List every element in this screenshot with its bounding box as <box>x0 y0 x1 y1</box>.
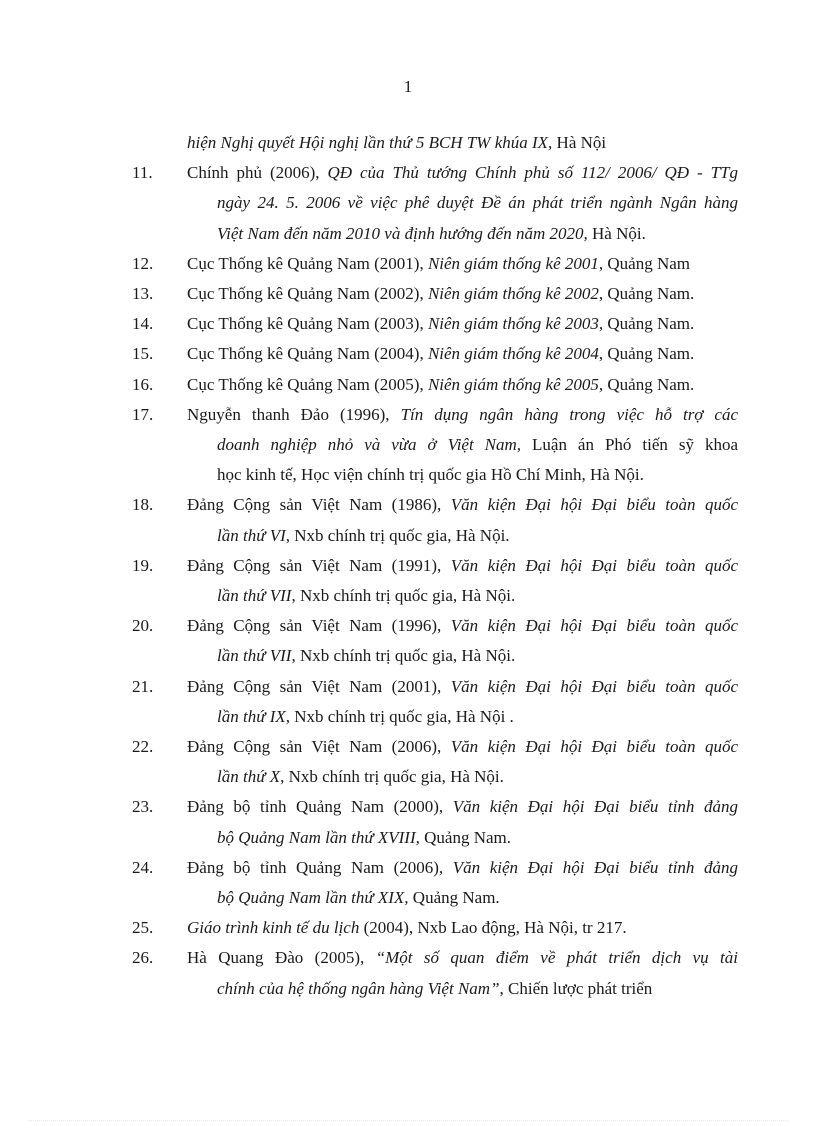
reference-title-text: Niên giám thống kê 2001 <box>427 253 599 273</box>
reference-item <box>132 943 738 1003</box>
reference-item <box>132 913 738 943</box>
reference-item <box>132 370 738 400</box>
reference-title-text: ngày 24. 5. 2006 về việc phê duyệt Đề án phát triển ngành Ngân hàng <box>217 193 738 213</box>
continued-italic: hiện Nghị quyết Hội nghị lần thứ 5 BCH TW khúa IX, <box>187 133 553 152</box>
reference-title-text: QĐ của Thủ tướng Chính phủ số 112/ 2006/ QĐ - TTg <box>327 163 739 183</box>
reference-text <box>187 732 738 792</box>
page-footer-divider <box>28 1120 788 1121</box>
reference-item <box>132 551 738 611</box>
reference-text <box>187 339 738 369</box>
reference-plain-text: , Chiến lược phát triển <box>499 978 653 998</box>
reference-plain-text: Cục Thống kê Quảng Nam (2001), <box>187 253 428 273</box>
reference-line <box>187 974 738 1004</box>
reference-plain-text: , Quảng Nam. <box>598 314 695 334</box>
reference-title-text: Niên giám thống kê 2005 <box>427 374 599 394</box>
reference-plain-text: , Quảng Nam <box>598 253 690 273</box>
reference-line <box>187 672 738 702</box>
reference-plain-text: , Nxb chính trị quốc gia, Hà Nội. <box>291 646 516 666</box>
reference-item <box>132 490 738 550</box>
reference-line <box>187 581 738 611</box>
reference-item <box>132 249 738 279</box>
reference-number: 26. <box>132 948 154 968</box>
reference-text <box>187 853 738 913</box>
continued-tail: Hà Nội <box>552 133 607 152</box>
reference-line <box>187 943 738 973</box>
reference-line <box>187 641 738 671</box>
reference-text <box>187 913 738 943</box>
reference-line <box>187 309 738 339</box>
reference-line <box>187 521 738 551</box>
reference-plain-text: Hà Quang Đào (2005), <box>187 948 376 968</box>
reference-number: 18. <box>132 495 154 515</box>
reference-title-text: Tín dụng ngân hàng trong việc hỗ trợ các <box>400 404 738 424</box>
reference-line <box>187 732 738 762</box>
reference-number: 25. <box>132 918 154 938</box>
reference-list <box>132 128 738 1004</box>
reference-text <box>187 370 738 400</box>
reference-line <box>187 823 738 853</box>
reference-title-text: Niên giám thống kê 2003 <box>427 314 599 334</box>
reference-item <box>132 792 738 852</box>
reference-title-text: chính của hệ thống ngân hàng Việt Nam” <box>217 978 500 998</box>
continued-reference <box>132 128 738 158</box>
reference-title-text: Văn kiện Đại hội Đại biểu toàn quốc <box>450 737 738 757</box>
reference-number: 14. <box>132 314 154 334</box>
reference-line <box>187 158 738 188</box>
reference-plain-text: Đảng Cộng sản Việt Nam (2001), <box>187 676 451 696</box>
reference-plain-text: Đảng bộ tỉnh Quảng Nam (2006), <box>187 857 453 877</box>
reference-title-text: Việt Nam đến năm 2010 và định hướng đến năm 2020, <box>217 223 588 243</box>
reference-title-text: doanh nghiệp nhỏ và vừa ở Việt Nam, <box>217 435 522 455</box>
reference-title-text: bộ Quảng Nam lần thứ XIX, <box>217 888 409 908</box>
reference-plain-text: Cục Thống kê Quảng Nam (2002), <box>187 284 428 304</box>
reference-line <box>187 370 738 400</box>
reference-title-text: lần thứ IX <box>217 706 286 726</box>
reference-plain-text: Hà Nội. <box>587 223 646 243</box>
reference-title-text: lần thứ VI <box>217 525 286 545</box>
reference-title-text: “Một số quan điểm về phát triển dịch vụ tài <box>375 948 738 968</box>
reference-line <box>187 551 738 581</box>
reference-text <box>187 551 738 611</box>
reference-title-text: Văn kiện Đại hội Đại biểu tỉnh đảng <box>452 797 739 817</box>
reference-title-text: bộ Quảng Nam lần thứ XVIII, <box>217 827 420 847</box>
reference-title-text: Văn kiện Đại hội Đại biểu tỉnh đảng <box>452 857 739 877</box>
reference-number: 21. <box>132 676 154 696</box>
reference-line <box>187 249 738 279</box>
reference-text <box>187 279 738 309</box>
reference-line <box>187 219 738 249</box>
reference-line <box>187 762 738 792</box>
reference-plain-text: , Nxb chính trị quốc gia, Hà Nội. <box>285 525 510 545</box>
reference-number: 13. <box>132 284 154 304</box>
reference-plain-text: , Nxb chính trị quốc gia, Hà Nội. <box>291 586 516 606</box>
reference-item <box>132 400 738 491</box>
reference-text <box>187 792 738 852</box>
reference-items <box>132 158 738 1004</box>
reference-plain-text: học kinh tế, Học viện chính trị quốc gia Hồ Chí Minh, Hà Nội. <box>217 465 644 485</box>
reference-line <box>187 883 738 913</box>
reference-plain-text: Đảng Cộng sản Việt Nam (2006), <box>187 737 451 757</box>
reference-plain-text: Cục Thống kê Quảng Nam (2004), <box>187 344 428 364</box>
reference-number: 11. <box>132 163 153 183</box>
reference-line <box>187 853 738 883</box>
reference-title-text: Văn kiện Đại hội Đại biểu toàn quốc <box>450 555 738 575</box>
reference-plain-text: , Quảng Nam. <box>598 344 695 364</box>
reference-text <box>187 943 738 1003</box>
reference-plain-text: Quảng Nam. <box>408 888 500 908</box>
reference-item <box>132 672 738 732</box>
reference-title-text: lần thứ VII <box>217 586 292 606</box>
reference-plain-text: , Quảng Nam. <box>598 284 695 304</box>
reference-text <box>187 158 738 249</box>
reference-number: 20. <box>132 616 154 636</box>
reference-plain-text: Đảng Cộng sản Việt Nam (1991), <box>187 555 451 575</box>
reference-item <box>132 158 738 249</box>
reference-line <box>187 339 738 369</box>
reference-plain-text: , Quảng Nam. <box>598 374 695 394</box>
reference-plain-text: Chính phủ (2006), <box>187 163 328 183</box>
reference-text <box>187 400 738 491</box>
reference-plain-text: Cục Thống kê Quảng Nam (2003), <box>187 314 428 334</box>
reference-title-text: lần thứ VII <box>217 646 292 666</box>
reference-plain-text: (2004), Nxb Lao động, Hà Nội, tr 217. <box>359 918 627 938</box>
reference-line <box>187 188 738 218</box>
reference-title-text: Văn kiện Đại hội Đại biểu toàn quốc <box>450 495 738 515</box>
reference-text <box>187 249 738 279</box>
reference-text <box>187 490 738 550</box>
reference-text <box>187 309 738 339</box>
reference-number: 24. <box>132 857 154 877</box>
reference-plain-text: , Nxb chính trị quốc gia, Hà Nội . <box>285 706 514 726</box>
reference-title-text: Niên giám thống kê 2004 <box>427 344 599 364</box>
reference-plain-text: Đảng Cộng sản Việt Nam (1986), <box>187 495 451 515</box>
page-number: 1 <box>403 77 413 96</box>
reference-text <box>187 672 738 732</box>
reference-item <box>132 853 738 913</box>
reference-number: 17. <box>132 404 154 424</box>
reference-number: 12. <box>132 253 154 273</box>
reference-number: 23. <box>132 797 154 817</box>
reference-plain-text: Quảng Nam. <box>419 827 511 847</box>
reference-line <box>187 792 738 822</box>
reference-title-text: Giáo trình kinh tế du lịch <box>187 918 360 938</box>
reference-number: 16. <box>132 374 154 394</box>
reference-item <box>132 732 738 792</box>
reference-line <box>187 913 738 943</box>
reference-line <box>187 400 738 430</box>
reference-line <box>187 460 738 490</box>
reference-plain-text: Đảng bộ tỉnh Quảng Nam (2000), <box>187 797 453 817</box>
reference-line <box>187 490 738 520</box>
reference-title-text: Văn kiện Đại hội Đại biểu toàn quốc <box>450 676 738 696</box>
reference-plain-text: , Nxb chính trị quốc gia, Hà Nội. <box>280 767 504 787</box>
reference-title-text: Niên giám thống kê 2002 <box>427 284 599 304</box>
reference-number: 15. <box>132 344 154 364</box>
reference-item <box>132 339 738 369</box>
reference-line <box>187 430 738 460</box>
reference-line <box>187 702 738 732</box>
reference-title-text: Văn kiện Đại hội Đại biểu toàn quốc <box>450 616 738 636</box>
reference-text <box>187 611 738 671</box>
reference-number: 22. <box>132 737 154 757</box>
reference-item <box>132 611 738 671</box>
reference-plain-text: Luận án Phó tiến sỹ khoa <box>521 435 738 455</box>
reference-plain-text: Đảng Cộng sản Việt Nam (1996), <box>187 616 451 636</box>
reference-number: 19. <box>132 555 154 575</box>
reference-item <box>132 279 738 309</box>
reference-line <box>187 279 738 309</box>
reference-title-text: lần thứ X <box>217 767 281 787</box>
reference-item <box>132 309 738 339</box>
reference-plain-text: Cục Thống kê Quảng Nam (2005), <box>187 374 428 394</box>
reference-line <box>187 611 738 641</box>
reference-plain-text: Nguyễn thanh Đảo (1996), <box>187 404 401 424</box>
